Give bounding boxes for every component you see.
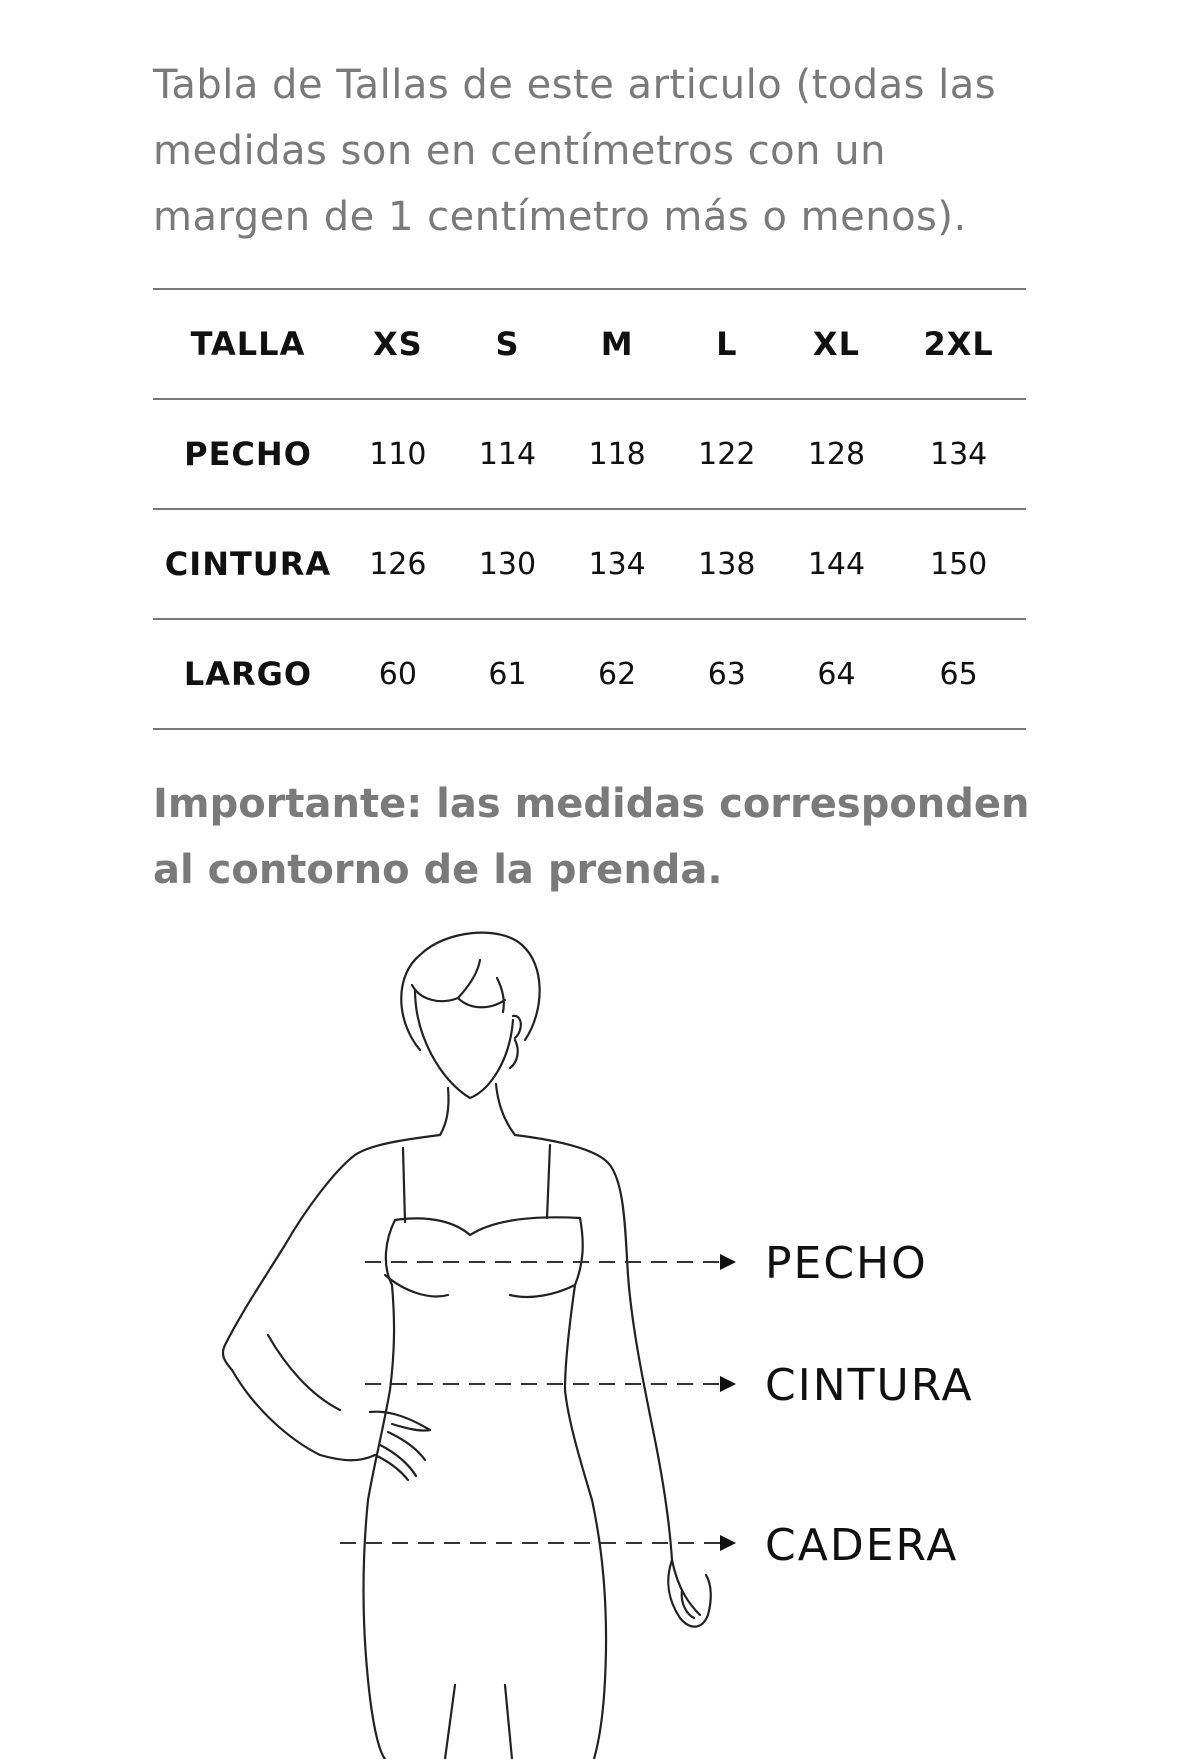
table-cell: 138 [672,509,782,619]
table-cell: 150 [891,509,1026,619]
chest-label: PECHO [765,1238,928,1289]
measurement-figure [0,900,1179,1759]
size-header: L [672,289,782,399]
size-header: XL [782,289,892,399]
size-header: S [453,289,563,399]
dress-illustration [223,933,711,1759]
table-cell: 128 [782,399,892,509]
size-header: M [562,289,672,399]
hip-label: CADERA [765,1520,959,1571]
table-cell: 64 [782,619,892,729]
table-row [153,509,1026,619]
waist-arrow-icon [720,1376,736,1392]
size-header: XS [343,289,453,399]
waist-label: CINTURA [765,1360,974,1411]
table-row [153,399,1026,509]
table-cell: 62 [562,619,672,729]
chest-arrow-icon [720,1254,736,1270]
table-cell: 122 [672,399,782,509]
table-cell: 63 [672,619,782,729]
row-label-pecho: PECHO [153,399,343,509]
size-header: 2XL [891,289,1026,399]
table-cell: 134 [562,509,672,619]
table-cell: 60 [343,619,453,729]
important-note: Importante: las medidas corresponden al contorno de la prenda. [153,781,1030,893]
table-cell: 126 [343,509,453,619]
table-cell: 65 [891,619,1026,729]
table-cell: 110 [343,399,453,509]
size-table [153,288,1026,730]
table-cell: 118 [562,399,672,509]
table-cell: 114 [453,399,563,509]
header-label: TALLA [153,289,343,399]
hip-arrow-icon [720,1535,736,1551]
intro-text: Tabla de Tallas de este articulo (todas las medidas son en centímetros con un margen de 1 centímetro más o menos). [153,62,997,240]
table-cell: 130 [453,509,563,619]
table-cell: 134 [891,399,1026,509]
table-header-row [153,289,1026,399]
table-row [153,619,1026,729]
table-cell: 144 [782,509,892,619]
row-label-largo: LARGO [153,619,343,729]
row-label-cintura: CINTURA [153,509,343,619]
table-cell: 61 [453,619,563,729]
